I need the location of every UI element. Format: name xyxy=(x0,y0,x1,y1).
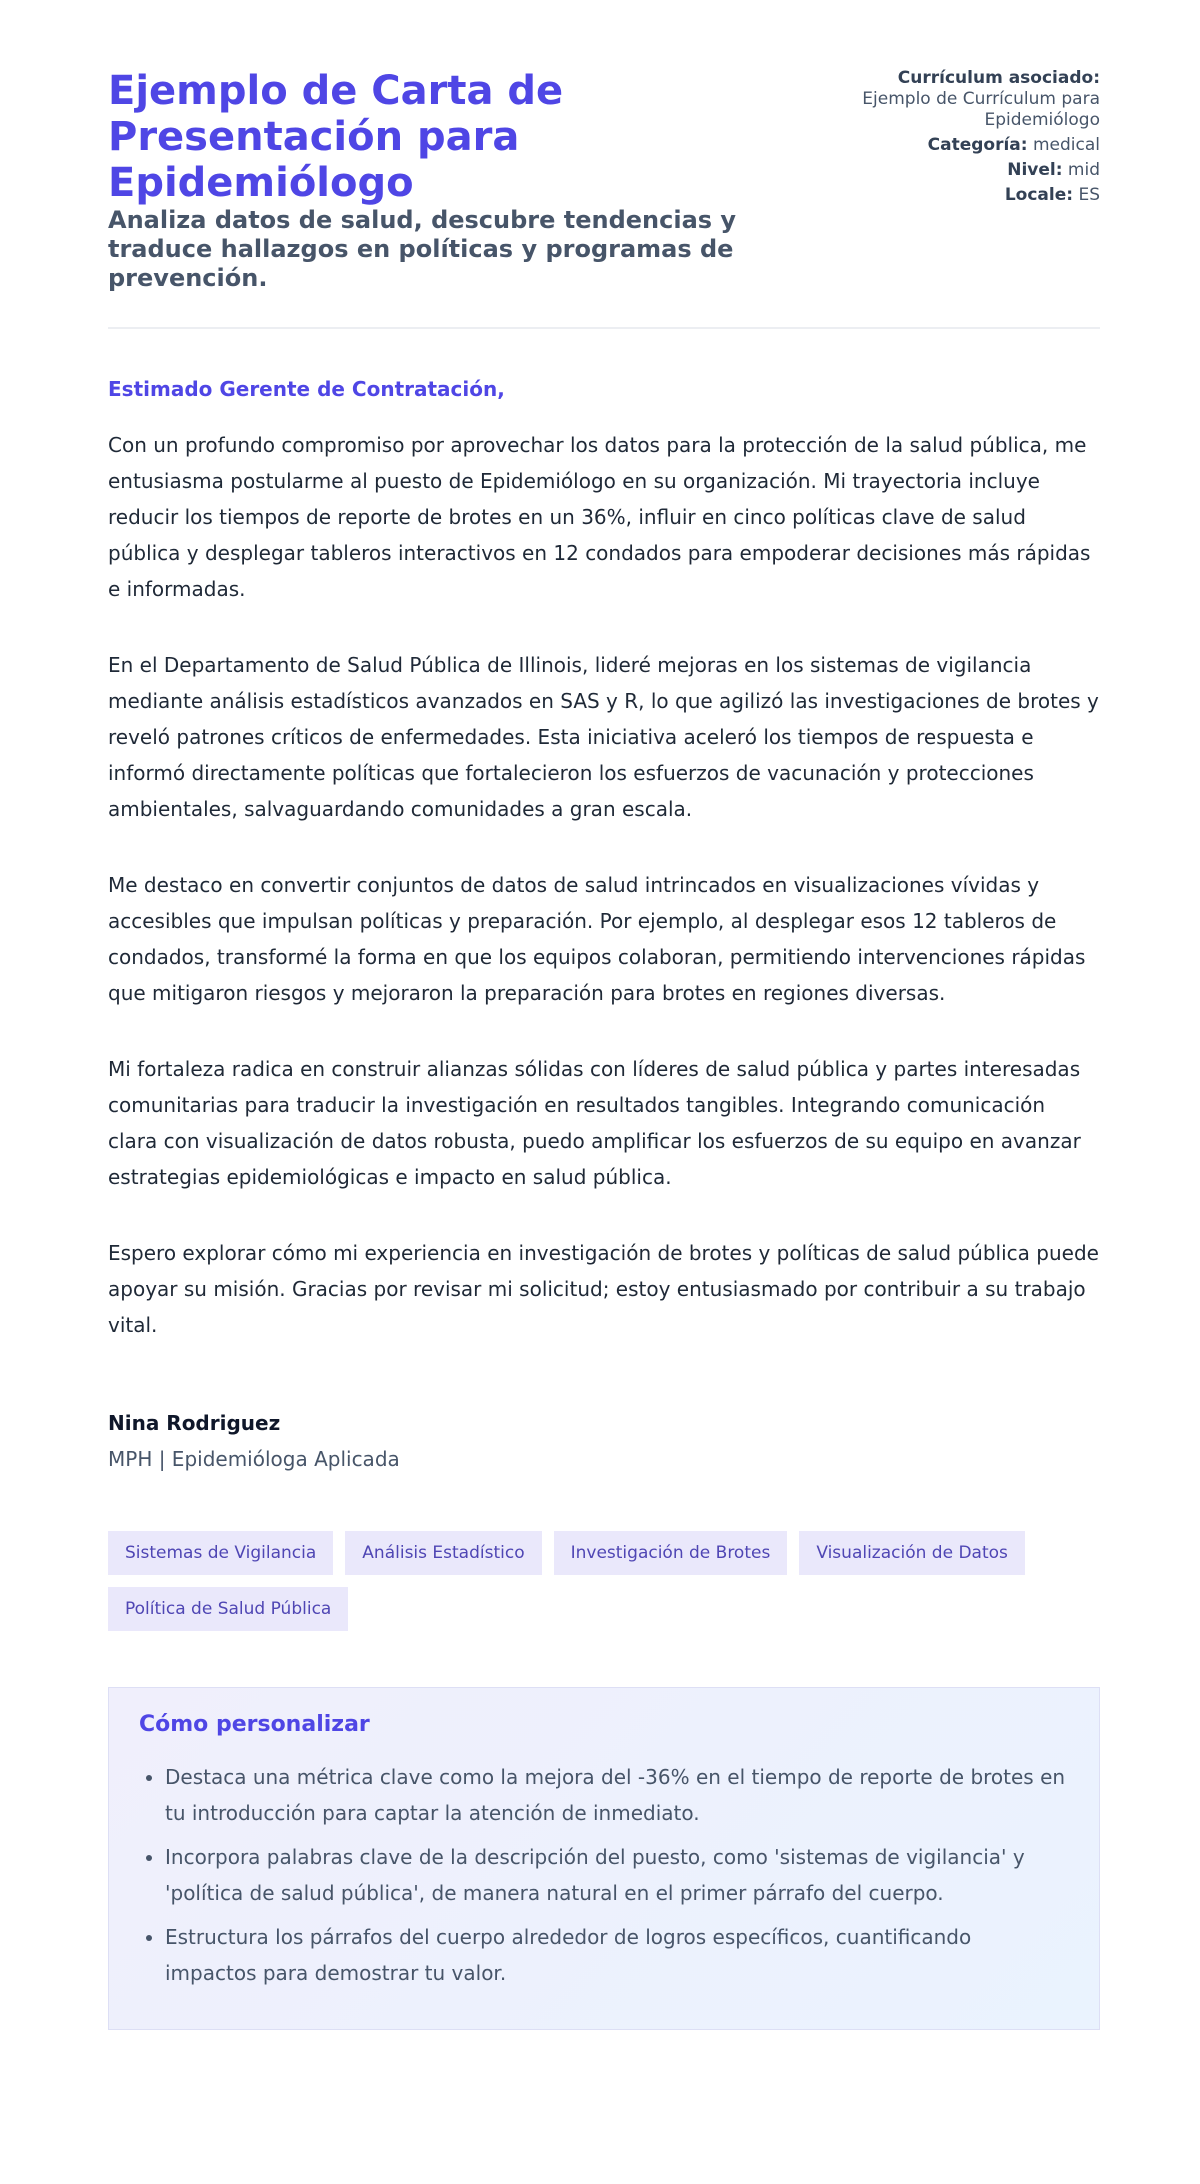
meta-level-label: Nivel: xyxy=(1007,160,1063,180)
signature-block xyxy=(108,1411,1100,1471)
meta-category xyxy=(840,135,1100,156)
skill-tag: Sistemas de Vigilancia xyxy=(108,1531,333,1575)
meta-resume-value: Ejemplo de Currículum para Epidemiólogo xyxy=(862,89,1100,130)
meta-locale-label: Locale: xyxy=(1004,185,1074,205)
skill-tag: Investigación de Brotes xyxy=(554,1531,788,1575)
tips-list xyxy=(139,1759,1069,1991)
letter-body xyxy=(108,427,1100,1343)
skill-tag: Visualización de Datos xyxy=(799,1531,1025,1575)
letter-paragraph: Espero explorar cómo mi experiencia en investigación de brotes y políticas de salud pública puede apoyar su misión. Gracias por revisar mi solicitud; estoy entusiasmado por contribuir a su trabajo vital. xyxy=(108,1241,1099,1337)
meta-category-value: medical xyxy=(1032,135,1100,155)
header-titles xyxy=(108,68,808,293)
meta-locale xyxy=(840,185,1100,206)
skill-tags xyxy=(108,1531,1048,1631)
tip-item: • Incorpora palabras clave de la descripción del puesto, como 'sistemas de vigilancia' y 'política de salud pública', de manera natural en el primer párrafo del cuerpo. xyxy=(165,1839,1069,1911)
tips-title: Cómo personalizar xyxy=(139,1712,370,1737)
signature-title: MPH | Epidemióloga Aplicada xyxy=(108,1447,400,1471)
meta-resume-label: Currículum asociado: xyxy=(897,68,1100,88)
salutation: Estimado Gerente de Contratación, xyxy=(108,377,505,401)
letter-paragraph: Con un profundo compromiso por aprovechar los datos para la protección de la salud pública, me entusiasma postularme al puesto de Epidemiólogo en su organización. Mi trayectoria incluye reducir los tiempos de reporte de brotes en un 36%, influir en cinco políticas clave de salud pública y desplegar tableros interactivos en 12 condados para empoderar decisiones más rápidas e informadas. xyxy=(108,433,1091,601)
page-title: Ejemplo de Carta de Presentación para Epidemiólogo xyxy=(108,68,564,206)
meta-level xyxy=(840,160,1100,181)
letter-paragraph: Mi fortaleza radica en construir alianzas sólidas con líderes de salud pública y partes interesadas comunitarias para traducir la investigación en resultados tangibles. Integrando comunicación clara con visualización de datos robusta, puedo amplificar los esfuerzos de su equipo en avanzar estrategias epidemiológicas e impacto en salud pública. xyxy=(108,1057,1081,1189)
letter-paragraph: En el Departamento de Salud Pública de Illinois, lideré mejoras en los sistemas de vigilancia mediante análisis estadísticos avanzados en SAS y R, lo que agilizó las investigaciones de brotes y reveló patrones críticos de enfermedades. Esta iniciativa aceleró los tiempos de respuesta e informó directamente políticas que fortalecieron los esfuerzos de vacunación y protecciones ambientales, salvaguardando comunidades a gran escala. xyxy=(108,653,1099,821)
skill-tag: Política de Salud Pública xyxy=(108,1587,348,1631)
meta-resume xyxy=(840,68,1100,131)
meta-category-label: Categoría: xyxy=(927,135,1028,155)
customization-tips xyxy=(108,1687,1100,2030)
metadata-panel xyxy=(840,68,1100,210)
tip-item: • Destaca una métrica clave como la mejora del -36% en el tiempo de reporte de brotes en tu introducción para captar la atención de inmediato. xyxy=(165,1759,1069,1831)
letter-paragraph: Me destaco en convertir conjuntos de datos de salud intrincados en visualizaciones vívidas y accesibles que impulsan políticas y preparación. Por ejemplo, al desplegar esos 12 tableros de condados, transformé la forma en que los equipos colaboran, permitiendo intervenciones rápidas que mitigaron riesgos y mejoraron la preparación para brotes en regiones diversas. xyxy=(108,873,1086,1005)
meta-level-value: mid xyxy=(1067,160,1100,180)
page-header xyxy=(108,68,1100,293)
header-divider xyxy=(108,327,1100,329)
skill-tag: Análisis Estadístico xyxy=(345,1531,541,1575)
tip-item: • Estructura los párrafos del cuerpo alrededor de logros específicos, cuantificando impactos para demostrar tu valor. xyxy=(165,1919,1069,1991)
signature-name: Nina Rodriguez xyxy=(108,1411,281,1435)
page-subtitle: Analiza datos de salud, descubre tendencias y traduce hallazgos en políticas y programas de prevención. xyxy=(108,206,737,292)
meta-locale-value: ES xyxy=(1078,185,1100,205)
